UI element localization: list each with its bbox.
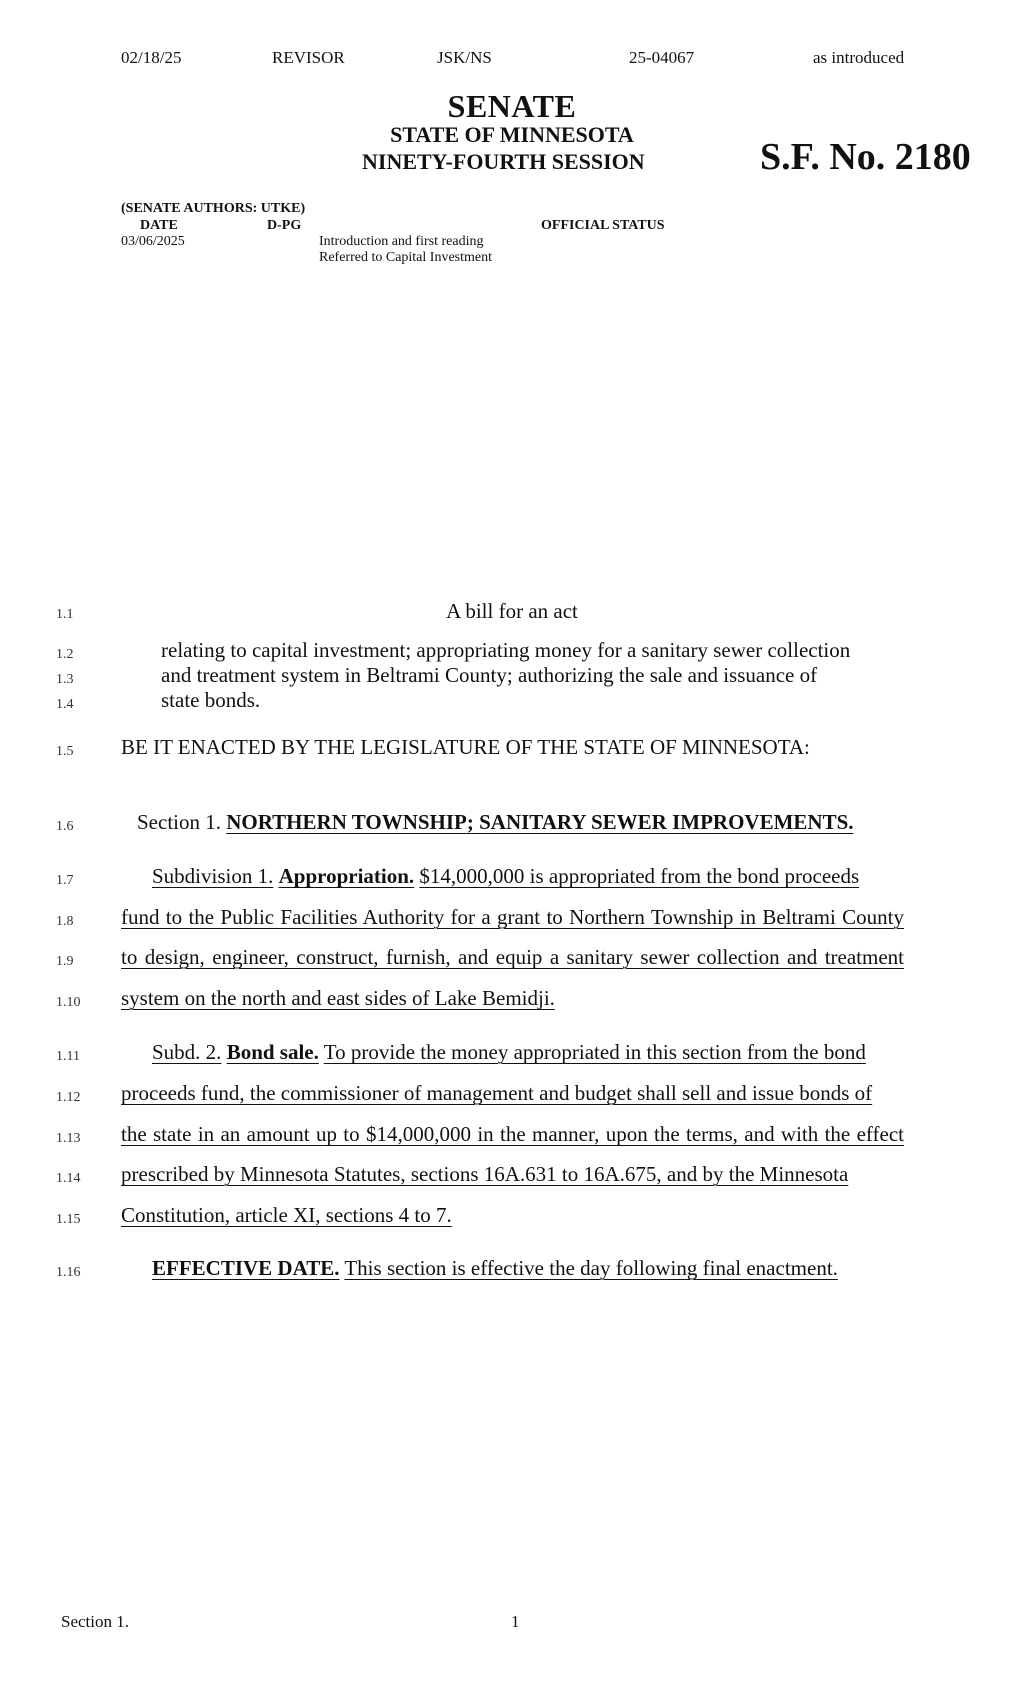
status-col-date: DATE xyxy=(140,218,178,233)
subdivision-2-line xyxy=(152,1040,866,1065)
line-number: 1.1 xyxy=(56,607,74,622)
subdivision-label: Subdivision 1. xyxy=(152,864,274,888)
line-number: 1.7 xyxy=(56,873,74,888)
line-number: 1.16 xyxy=(56,1265,81,1280)
header-doc-number: 25-04067 xyxy=(629,48,695,67)
status-entry-action: Introduction and first reading xyxy=(319,234,484,249)
session-title: NINETY-FOURTH SESSION xyxy=(362,149,645,174)
state-title: STATE OF MINNESOTA xyxy=(390,122,634,147)
status-col-dpg: D-PG xyxy=(267,218,302,233)
header-office: REVISOR xyxy=(272,48,345,67)
section-title: NORTHERN TOWNSHIP; SANITARY SEWER IMPROVEMENTS. xyxy=(226,810,854,834)
header-status: as introduced xyxy=(813,48,905,67)
line-number: 1.6 xyxy=(56,819,74,834)
line-number: 1.5 xyxy=(56,744,74,759)
status-entry-date: 03/06/2025 xyxy=(121,234,185,249)
line-number: 1.2 xyxy=(56,647,74,662)
line-number: 1.12 xyxy=(56,1090,81,1105)
subdivision-label: Subd. 2. xyxy=(152,1040,222,1064)
bill-title-line: relating to capital investment; appropriating money for a sanitary sewer collection xyxy=(161,638,851,662)
subdivision-text: To provide the money appropriated in this section from the bond xyxy=(323,1040,866,1064)
effective-date-heading: EFFECTIVE DATE. xyxy=(152,1256,340,1280)
subdivision-heading: Bond sale. xyxy=(226,1040,319,1064)
bill-text-line: the state in an amount up to $14,000,000 in the manner, upon the terms, and with the effect xyxy=(121,1122,904,1146)
subdivision-heading: Appropriation. xyxy=(278,864,415,888)
bill-text-line: proceeds fund, the commissioner of management and budget shall sell and issue bonds of xyxy=(121,1081,873,1105)
bill-text-line: fund to the Public Facilities Authority for a grant to Northern Township in Beltrami County xyxy=(121,905,904,929)
effective-date-line xyxy=(152,1256,838,1281)
line-number: 1.8 xyxy=(56,914,74,929)
bill-number: S.F. No. 2180 xyxy=(760,136,971,178)
bill-text-line: to design, engineer, construct, furnish, and equip a sanitary sewer collection and treatment xyxy=(121,945,904,969)
chamber-title: SENATE xyxy=(447,88,577,124)
line-number: 1.14 xyxy=(56,1171,81,1186)
line-number: 1.4 xyxy=(56,697,74,712)
footer-section: Section 1. xyxy=(61,1612,129,1631)
effective-date-text: This section is effective the day following final enactment. xyxy=(344,1256,838,1280)
bill-title-line: and treatment system in Beltrami County; authorizing the sale and issuance of xyxy=(161,663,818,687)
senate-authors: (SENATE AUTHORS: UTKE) xyxy=(121,201,306,216)
line-number: 1.9 xyxy=(56,954,74,969)
enacting-clause: BE IT ENACTED BY THE LEGISLATURE OF THE STATE OF MINNESOTA: xyxy=(121,735,810,759)
page-number: 1 xyxy=(511,1612,520,1631)
bill-text-line: Constitution, article XI, sections 4 to 7. xyxy=(121,1203,452,1227)
bill-text-line: system on the north and east sides of Lake Bemidji. xyxy=(121,986,555,1010)
bill-heading: A bill for an act xyxy=(446,599,578,623)
line-number: 1.15 xyxy=(56,1212,81,1227)
bill-title-line: state bonds. xyxy=(161,688,261,712)
header-initials: JSK/NS xyxy=(437,48,492,67)
status-entry-action: Referred to Capital Investment xyxy=(319,250,492,265)
line-number: 1.11 xyxy=(56,1049,80,1064)
header-date: 02/18/25 xyxy=(121,48,182,67)
section-heading xyxy=(137,810,854,835)
section-label: Section 1. xyxy=(137,810,221,834)
line-number: 1.3 xyxy=(56,672,74,687)
subdivision-text: $14,000,000 is appropriated from the bond proceeds xyxy=(419,864,860,888)
bill-text-line: prescribed by Minnesota Statutes, sections 16A.631 to 16A.675, and by the Minnesota xyxy=(121,1162,849,1186)
line-number: 1.13 xyxy=(56,1131,81,1146)
subdivision-1-line xyxy=(152,864,859,889)
line-number: 1.10 xyxy=(56,995,81,1010)
status-col-official-status: OFFICIAL STATUS xyxy=(541,218,665,233)
